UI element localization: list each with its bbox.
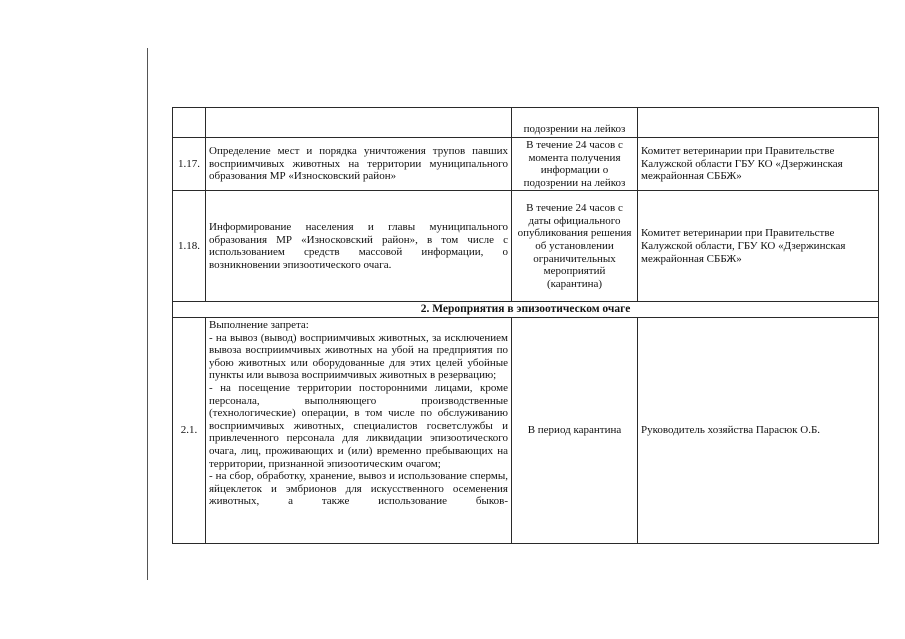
description-line: - на посещение территории посторонними лицами, кроме персонала, выполняющего производственные (технологические) операции, в том числе по обслуживанию восприимчивых животных, специалистов госветслужбы и привлеченного персонала для ликвидации эпизоотического очага, лиц, проживающих и (или) временно пребывающих на территории, признанной эпизоотическим очагом; [209, 381, 508, 470]
table-row [173, 108, 879, 138]
description-line: Выполнение запрета: [209, 318, 309, 331]
row-description [206, 317, 512, 543]
row-number: 1.17. [173, 138, 206, 191]
row-number: 2.1. [173, 317, 206, 543]
row-responsible [638, 108, 879, 138]
row-term: В период карантина [512, 317, 638, 543]
row-description: Определение мест и порядка уничтожения трупов павших восприимчивых животных на территории муниципального образования МР «Износковский район» [206, 138, 512, 191]
row-term: В течение 24 часов с момента получения информации о подозрении на лейкоз [512, 138, 638, 191]
row-responsible: Руководитель хозяйства Парасюк О.Б. [638, 317, 879, 543]
row-term: подозрении на лейкоз [512, 108, 638, 138]
row-responsible: Комитет ветеринарии при Правительстве Калужской области ГБУ КО «Дзержинская межрайонная СББЖ» [638, 138, 879, 191]
margin-line [147, 48, 148, 580]
table-row [173, 138, 879, 191]
section-title: 2. Мероприятия в эпизоотическом очаге [173, 302, 879, 318]
row-description [206, 108, 512, 138]
row-responsible: Комитет ветеринарии при Правительстве Калужской области, ГБУ КО «Дзержинская межрайонная СББЖ» [638, 191, 879, 302]
description-line: - на вывоз (вывод) восприимчивых животных, за исключением вывоза восприимчивых животных на убой на предприятия по убою животных или оборудованные для этих целей убойные пункты или вывоза восприимчивых животных в резервацию; [209, 331, 508, 382]
row-number [173, 108, 206, 138]
description-line: - на сбор, обработку, хранение, вывоз и использование спермы, яйцеклеток и эмбрионов для искусственного осеменения животных, а также использование быков- [209, 470, 508, 508]
row-description: Информирование населения и главы муниципального образования МР «Износковский район», в том числе с использованием средств массовой информации, о возникновении эпизоотического очага. [206, 191, 512, 302]
measures-table [172, 107, 879, 544]
section-header-row [173, 302, 879, 318]
table-row [173, 317, 879, 543]
row-term: В течение 24 часов с даты официального опубликования решения об установлении ограничительных мероприятий (карантина) [512, 191, 638, 302]
table-row [173, 191, 879, 302]
row-number: 1.18. [173, 191, 206, 302]
